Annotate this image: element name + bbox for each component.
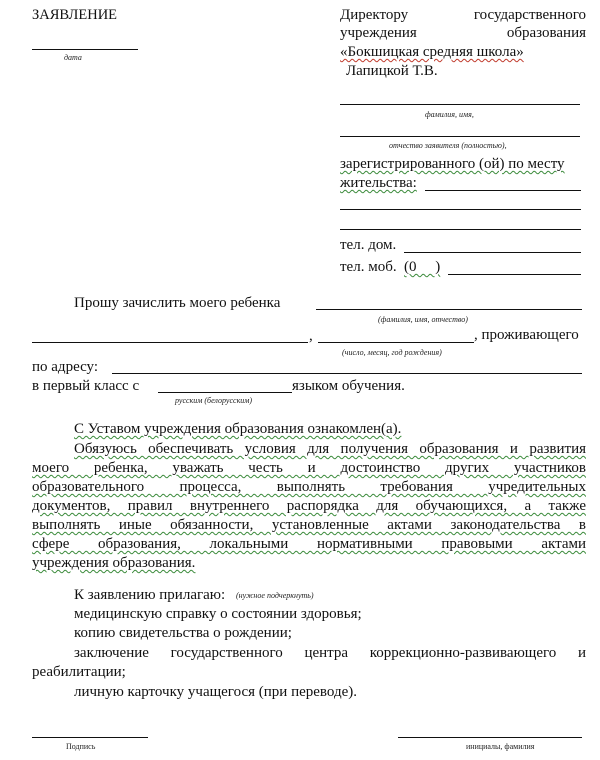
signature-caption: Подпись: [66, 742, 96, 751]
request-text: Прошу зачислить моего ребенка: [74, 295, 281, 311]
language-line: [158, 392, 292, 393]
tel-mob-code: (0 ): [404, 259, 441, 275]
attachment-3-cont: реабилитации;: [32, 664, 126, 680]
caption-language: русским (белорусским): [175, 396, 253, 405]
registered-label: зарегистрированного (ой) по месту: [340, 156, 565, 172]
living-text: , проживающего: [474, 327, 579, 343]
caption-birth: (число, месяц, год рождения): [342, 348, 442, 357]
obligation-line-7: учреждения образования.: [32, 555, 196, 571]
addressee-state: государственного: [473, 7, 586, 23]
tel-home-label: тел. дом.: [340, 237, 397, 253]
tel-mob-label: тел. моб.: [340, 259, 397, 275]
birth-date-line: [318, 342, 474, 343]
address-line: [112, 373, 582, 374]
residence-label: жительства:: [340, 175, 417, 191]
obligation-line-4: документов, правил внутреннего распорядка для обучающихся, а также: [32, 498, 586, 514]
director-name: Лапицкой Т.В.: [346, 63, 438, 79]
attach-hint: (нужное подчеркнуть): [236, 591, 314, 600]
child-line-2a: [32, 342, 308, 343]
obligation-line-5: выполнять иные обязанности, установленные актами законодательства в: [32, 517, 586, 533]
caption-child-fio: (фамилия, имя, отчество): [378, 315, 468, 324]
initials-line: [398, 737, 582, 738]
addressee-education: образования: [506, 25, 586, 41]
residence-line-2: [340, 209, 581, 210]
tel-home-line: [404, 252, 581, 253]
applicant-name-line: [340, 104, 580, 105]
applicant-patronymic-line: [340, 136, 580, 137]
addressee-institution: учреждения: [340, 25, 417, 41]
addressee-director: Директору: [340, 7, 409, 23]
attach-intro: К заявлению прилагаю:: [74, 587, 226, 603]
child-fio-line: [316, 309, 582, 310]
signature-line: [32, 737, 148, 738]
attachment-1: медицинскую справку о состоянии здоровья;: [74, 606, 362, 622]
attachment-4: личную карточку учащегося (при переводе).: [74, 684, 357, 700]
initials-caption: инициалы, фамилия: [466, 742, 535, 751]
obligation-line-2: моего ребенка, уважать честь и достоинство других участников: [32, 460, 586, 476]
obligation-line-6: сфере образования, локальными нормативными правовыми актами: [32, 536, 586, 552]
document-title: ЗАЯВЛЕНИЕ: [32, 7, 118, 23]
address-label: по адресу:: [32, 359, 99, 375]
attachment-2: копию свидетельства о рождении;: [74, 625, 292, 641]
obligation-line-1: Обязуюсь обеспечивать условия для получения образования и развития: [74, 441, 586, 457]
date-line: [32, 49, 138, 50]
comma: ,: [309, 328, 313, 344]
attachment-3: заключение государственного центра коррекционно-развивающего и: [74, 645, 586, 661]
residence-line-3: [340, 229, 581, 230]
charter-statement: С Уставом учреждения образования ознакомлен(а).: [74, 421, 402, 437]
addressee-line-1: [340, 6, 586, 25]
caption-name: фамилия, имя,: [425, 110, 474, 119]
school-name: «Бокшицкая средняя школа»: [340, 44, 524, 60]
class-prefix: в первый класс с: [32, 378, 140, 394]
date-caption: дата: [64, 53, 82, 62]
class-suffix: языком обучения.: [292, 378, 405, 394]
caption-patronymic: отчество заявителя (полностью),: [389, 141, 507, 150]
addressee-line-2: [340, 24, 586, 43]
residence-line-1: [425, 190, 581, 191]
obligation-line-3: образовательного процесса, выполнять требования учредительных: [32, 479, 586, 495]
tel-mob-line: [448, 274, 581, 275]
